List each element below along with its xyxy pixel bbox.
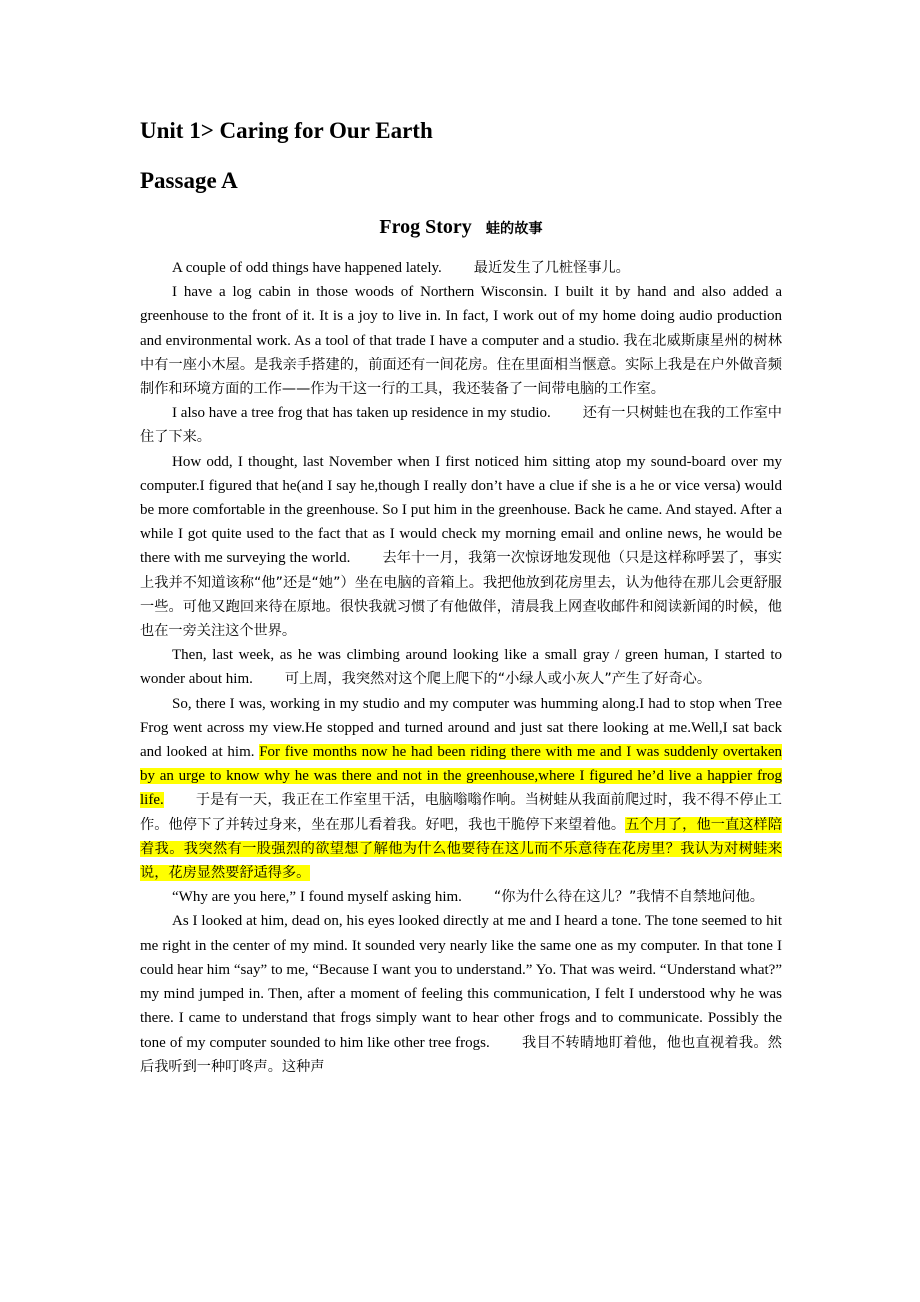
paragraph [140, 909, 782, 1078]
paragraph-en: I also have a tree frog that has taken up residence in my studio. [172, 405, 551, 422]
story-title-cn: 蛙的故事 [485, 221, 543, 237]
paragraph-en: “Why are you here,” I found myself asking him. [172, 889, 462, 906]
paragraph-cn: 可上周，我突然对这个爬上爬下的“小绿人或小灰人”产生了好奇心。 [284, 671, 712, 688]
paragraph [140, 401, 782, 449]
paragraph-cn: 我目不转睛地盯着他，他也直视着我。然后我听到一种叮咚声。这种声 [140, 1034, 782, 1075]
story-title [140, 216, 782, 239]
highlighted-text-cn: 五个月了，他一直这样陪着我。我突然有一股强烈的欲望想了解他为什么他要待在这儿而不乐意待在花房里？我认为对树蛙来说，花房显然要舒适得多。 [140, 816, 782, 882]
paragraph-en: So, there I was, working in my studio and my computer was humming along.I had to stop when Tree Frog went across my view.He stopped and turned around and just sat there looking at me.Well,I sat back and looked at him. [140, 695, 782, 761]
paragraph-cn: 还有一只树蛙也在我的工作室中住了下来。 [140, 405, 782, 446]
paragraph [140, 692, 782, 886]
passage-body [140, 256, 782, 1079]
highlighted-text-en: For five months now he had been riding there with me and I was suddenly overtaken by an urge to know why he was there and not in the greenhouse,where I figured he’d live a happier frog life. [140, 744, 782, 809]
paragraph-en: I have a log cabin in those woods of Northern Wisconsin. I built it by hand and also added a greenhouse to the front of it. It is a joy to live in. In fact, I work out of my home doing audio production and environmental work. As a tool of that trade I have a computer and a studio. [140, 284, 782, 349]
paragraph-en: A couple of odd things have happened lately. [172, 260, 442, 276]
paragraph-en: How odd, I thought, last November when I first noticed him sitting atop my sound-board over my computer.I figured that he(and I say he,though I really don’t have a clue if she is a he or vice versa) would be more comfortable in the greenhouse. So I put him in the greenhouse. Back he came. And stayed. After a while I got quite used to the fact that as I would check my morning email and online news, he would be there with me surveying the world. [140, 453, 782, 567]
paragraph-cn: 于是有一天，我正在工作室里干活，电脑嗡嗡作响。当树蛙从我面前爬过时，我不得不停止工作。他停下了并转过身来，坐在那儿看着我。好吧，我也干脆停下来望着他。 [140, 792, 782, 833]
unit-title: Unit 1> Caring for Our Earth [140, 118, 433, 143]
paragraph [140, 643, 782, 691]
paragraph [140, 256, 782, 280]
paragraph-cn: 最近发生了几桩怪事儿。 [473, 260, 630, 276]
paragraph-cn: “你为什么待在这儿？”我情不自禁地问他。 [493, 889, 764, 906]
paragraph-en: As I looked at him, dead on, his eyes looked directly at me and I heard a tone. The tone seemed to hit me right in the center of my mind. It sounded very nearly like the same one as my computer. In that tone I could hear him “say” to me, “Because I want you to understand.” Yo. That was weird. “Understand what?” my mind jumped in. Then, after a moment of feeling this communication, I felt I understood why he was there. I came to understand that frogs simply want to hear other frogs and to communicate. Possibly the tone of my computer sounded to him like other tree frogs. [140, 913, 782, 1051]
paragraph [140, 280, 782, 401]
paragraph-cn: 我在北威斯康星州的树林中有一座小木屋。是我亲手搭建的，前面还有一间花房。住在里面相当惬意。实际上我是在户外做音频制作和环境方面的工作——作为干这一行的工具，我还装备了一间带电脑的工作室。 [140, 332, 782, 398]
story-title-en: Frog Story [379, 216, 472, 238]
paragraph-cn: 去年十一月，我第一次惊讶地发现他（只是这样称呼罢了，事实上我并不知道该称“他”还是“她”）坐在电脑的音箱上。我把他放到花房里去，认为他待在那儿会更舒服一些。可他又跑回来待在原地。很快我就习惯了有他做伴，清晨我上网查收邮件和阅读新闻的时候，他也在一旁关注这个世界。 [140, 550, 782, 640]
passage-title: Passage A [140, 168, 238, 193]
paragraph [140, 885, 782, 909]
paragraph [140, 450, 782, 644]
paragraph-en: Then, last week, as he was climbing around looking like a small gray / green human, I started to wonder about him. [140, 647, 782, 688]
